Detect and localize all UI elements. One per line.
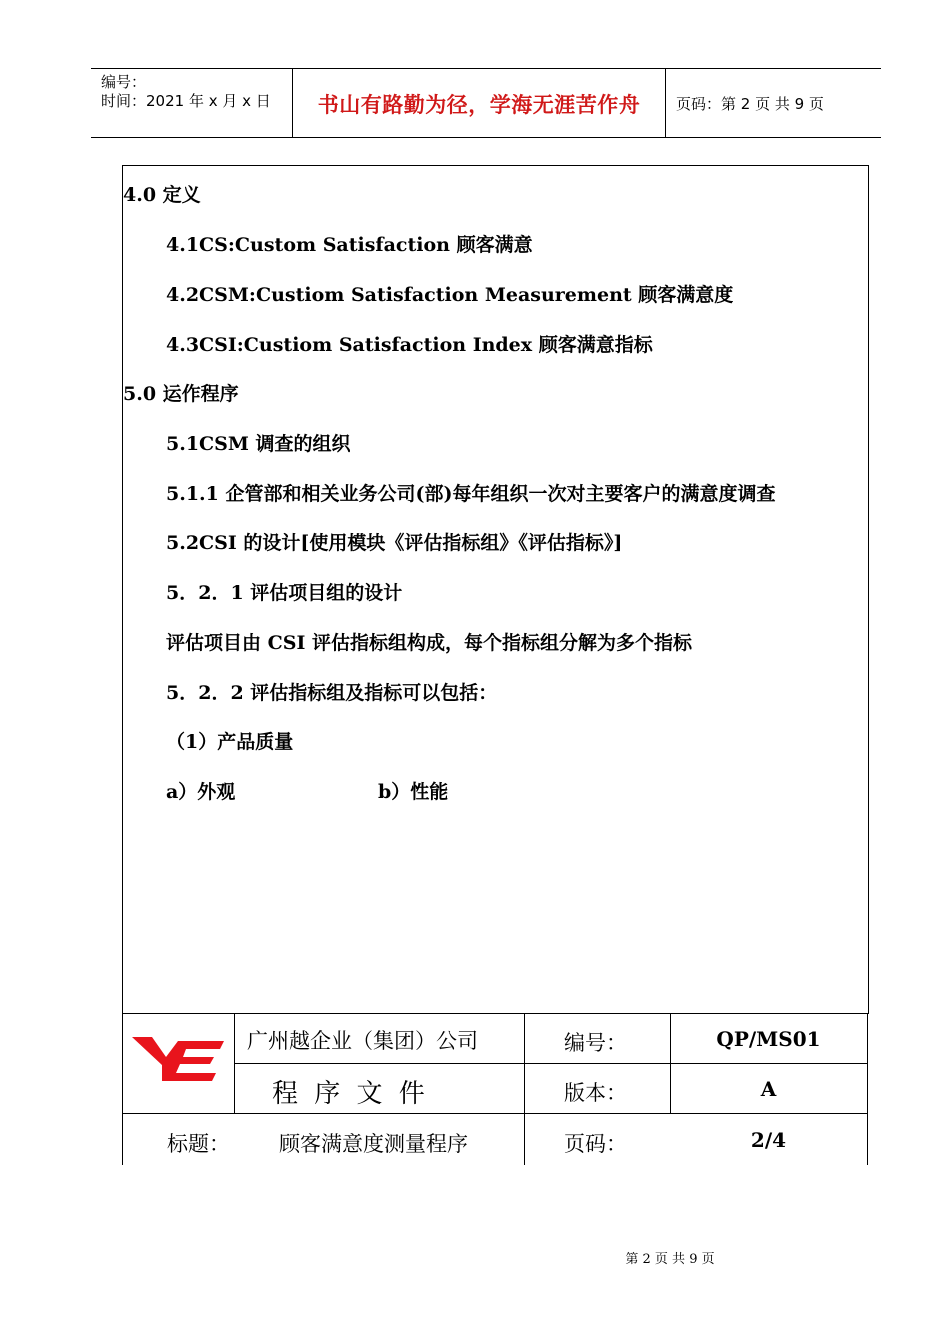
content-frame	[122, 165, 869, 1014]
table-border	[867, 1013, 868, 1165]
list-item: b）性能	[378, 781, 449, 803]
definition-item: 4.1CS:Custom Satisfaction 顾客满意	[166, 234, 533, 256]
list-item: a）外观	[166, 781, 236, 803]
header-date: 时间：2021 年 x 月 x 日	[101, 92, 271, 110]
body-text: 5.1.1 企管部和相关业务公司(部)每年组织一次对主要客户的满意度调查	[166, 483, 776, 505]
body-text: 评估项目由 CSI 评估指标组构成，每个指标组分解为多个指标	[166, 632, 692, 654]
code-label: 编号：	[564, 1031, 627, 1055]
code-value: QP/MS01	[716, 1027, 821, 1051]
header-motto-cell	[293, 69, 666, 137]
page-label: 页码：	[564, 1132, 627, 1156]
header-motto: 书山有路勤为径，学海无涯苦作舟	[317, 92, 641, 117]
header-meta-cell	[91, 69, 293, 137]
version-value: A	[760, 1077, 777, 1101]
page-value: 2/4	[750, 1128, 787, 1152]
subsection-heading: 5．2．1 评估项目组的设计	[166, 582, 403, 604]
page-header	[91, 68, 881, 138]
table-border	[234, 1013, 235, 1113]
header-code-label: 编号：	[101, 73, 147, 91]
logo-mark	[132, 1037, 224, 1081]
subsection-heading: 5．2．2 评估指标组及指标可以包括：	[166, 682, 498, 704]
definition-item: 4.2CSM:Custiom Satisfaction Measurement 顾客满意度	[166, 284, 734, 306]
page-footer: 第 2 页 共 9 页	[625, 1252, 715, 1267]
section-heading: 4.0 定义	[123, 184, 201, 206]
definition-item: 4.3CSI:Custiom Satisfaction Index 顾客满意指标	[166, 334, 653, 356]
version-label: 版本：	[564, 1081, 627, 1105]
company-logo	[130, 1031, 226, 1087]
table-border	[122, 1013, 123, 1165]
section-heading: 5.0 运作程序	[123, 383, 239, 405]
document-title: 顾客满意度测量程序	[279, 1132, 468, 1156]
header-page-number: 页码：第 2 页 共 9 页	[676, 95, 824, 113]
table-border	[234, 1063, 868, 1064]
title-label: 标题：	[167, 1132, 230, 1156]
document-control-table	[122, 1013, 868, 1165]
table-border	[122, 1113, 868, 1114]
subsection-heading: 5.2CSI 的设计[使用模块《评估指标组》《评估指标》]	[166, 532, 623, 554]
company-name: 广州越企业（集团）公司	[247, 1029, 478, 1053]
document-type: 程 序 文 件	[272, 1079, 429, 1109]
header-page-cell	[666, 69, 881, 137]
subsection-heading: 5.1CSM 调查的组织	[166, 433, 351, 455]
table-border	[524, 1013, 525, 1165]
list-heading: （1）产品质量	[166, 731, 294, 753]
